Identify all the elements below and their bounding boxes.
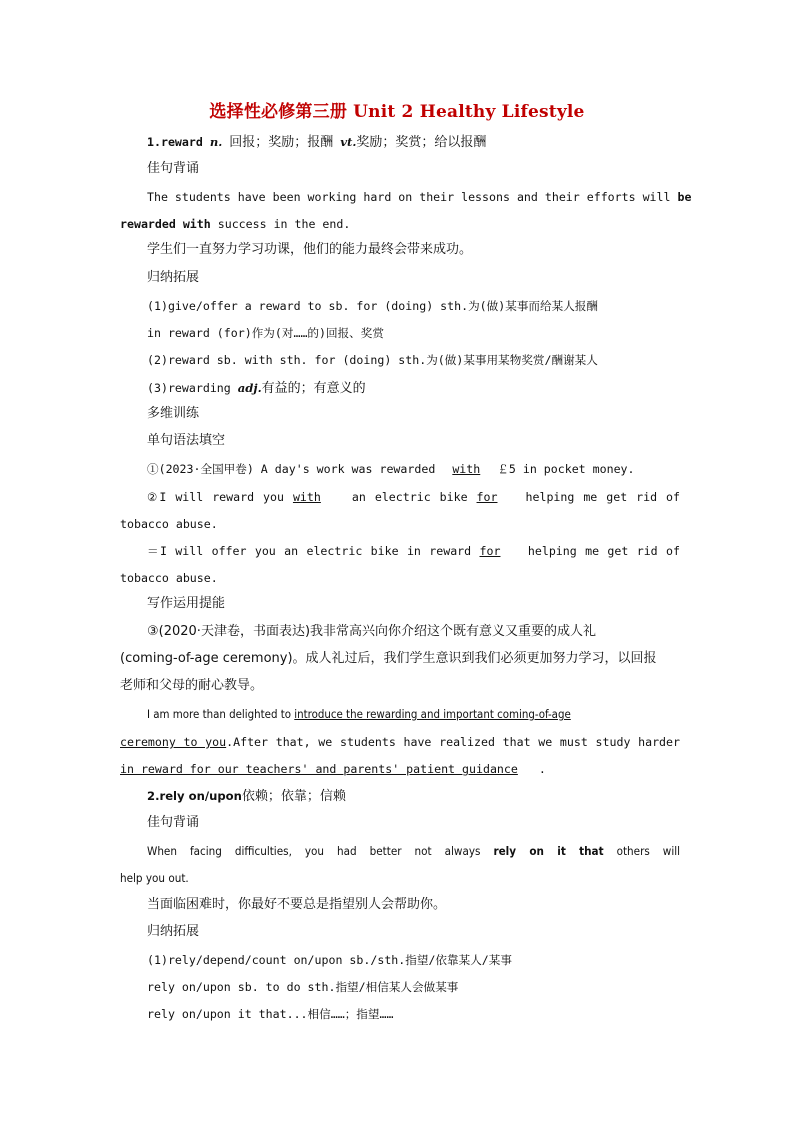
entry-meaning: 依赖；依靠；信赖 <box>241 789 346 804</box>
pos-noun: n. <box>209 135 223 149</box>
label-sentence: 佳句背诵 <box>147 161 200 176</box>
question-text: helping me get rid of <box>527 544 680 558</box>
expand-meaning: 有益的；有意义的 <box>261 381 366 396</box>
pos-verb: vt. <box>340 135 357 149</box>
answer-blank: ceremony to you <box>120 735 227 749</box>
page-title: 选择性必修第三册 Unit 2 Healthy Lifestyle <box>209 102 585 122</box>
writing-text: I am more than delighted to <box>147 707 291 721</box>
example-bold: rely on it that <box>493 844 604 858</box>
example2-line-2: help you out. <box>120 871 189 885</box>
example2-line-1 <box>147 843 680 859</box>
label-writing: 写作运用提能 <box>147 596 226 611</box>
label-fill: 单句语法填空 <box>147 433 226 448</box>
answer-blank: for <box>479 544 501 558</box>
writing-text: . <box>538 762 546 776</box>
expand2-item-1: (1)rely/depend/count on/upon sb./sth.指望/依靠某人/某事 <box>147 953 512 967</box>
label-practice: 多维训练 <box>147 406 200 421</box>
question-text: helping me get rid of <box>525 490 681 504</box>
example-line-1 <box>147 189 692 205</box>
writing-answer-2 <box>120 734 680 750</box>
question-3-cont: tobacco abuse. <box>120 571 218 585</box>
example-translation: 学生们一直努力学习功课，他们的能力最终会带来成功。 <box>147 242 473 257</box>
question-text: ￡5 in pocket money. <box>497 462 635 476</box>
entry-heading-rely <box>147 788 680 805</box>
answer-blank: in reward for our teachers' and parents' patient guidance <box>120 762 518 776</box>
question-1 <box>147 461 680 477</box>
expand2-item-3: rely on/upon it that...相信……；指望…… <box>147 1007 394 1021</box>
answer-blank: introduce the rewarding and important coming-of-age <box>294 707 571 721</box>
expand-word: (3)rewarding <box>147 381 231 395</box>
entry-heading-reward <box>147 134 680 151</box>
writing-text: .After that, we students have realized that we must study harder <box>226 735 680 749</box>
meaning-verb: 奖励；奖赏；给以报酬 <box>356 135 487 150</box>
label-expand-2: 归纳拓展 <box>147 924 200 939</box>
question-2-cont: tobacco abuse. <box>120 517 218 531</box>
expand-item-3 <box>147 380 680 397</box>
example-bold: be <box>677 190 692 204</box>
label-sentence-2: 佳句背诵 <box>147 815 200 830</box>
example2-translation: 当面临困难时，你最好不要总是指望别人会帮助你。 <box>147 897 447 912</box>
meaning-noun: 回报；奖励；报酬 <box>229 135 334 150</box>
writing-prompt-1: ③(2020·天津卷，书面表达)我非常高兴向你介绍这个既有意义又重要的成人礼 <box>147 624 597 639</box>
entry-word: 2.rely on/upon <box>147 789 242 803</box>
example-bold: rewarded with <box>120 217 211 231</box>
writing-prompt-2: (coming-of-age ceremony)。成人礼过后，我们学生意识到我们必须更加努力学习，以回报 <box>120 651 657 666</box>
answer-blank: with <box>292 490 321 504</box>
writing-answer-3 <box>120 761 680 777</box>
expand-item-1: (1)give/offer a reward to sb. for (doing) sth.为(做)某事而给某人报酬 <box>147 299 598 313</box>
question-text: ①(2023·全国甲卷) A day's work was rewarded <box>147 462 436 476</box>
entry-word: 1.reward <box>147 135 203 149</box>
writing-prompt-3: 老师和父母的耐心教导。 <box>120 678 264 693</box>
expand2-item-2: rely on/upon sb. to do sth.指望/相信某人会做某事 <box>147 980 459 994</box>
question-3 <box>147 543 680 559</box>
question-text: an electric bike <box>351 490 468 504</box>
question-text: ②I will reward you <box>147 490 284 504</box>
writing-answer-1 <box>147 706 680 722</box>
example-text: success in the end. <box>217 217 351 231</box>
answer-blank: with <box>452 462 481 476</box>
pos-adj: adj. <box>237 381 262 395</box>
example-line-2 <box>120 216 680 232</box>
answer-blank: for <box>476 490 498 504</box>
example-text: others will <box>616 844 681 858</box>
example-text: The students have been working hard on their lessons and their efforts will <box>147 190 671 204</box>
question-text: ＝I will offer you an electric bike in reward <box>147 544 472 558</box>
expand-item-2: (2)reward sb. with sth. for (doing) sth.为(做)某事用某物奖赏/酬谢某人 <box>147 353 598 367</box>
label-expand: 归纳拓展 <box>147 270 200 285</box>
expand-item-1b: in reward (for)作为(对……的)回报、奖赏 <box>147 326 384 340</box>
question-2 <box>147 489 680 505</box>
example-text: When facing difficulties, you had better not always <box>147 844 481 858</box>
